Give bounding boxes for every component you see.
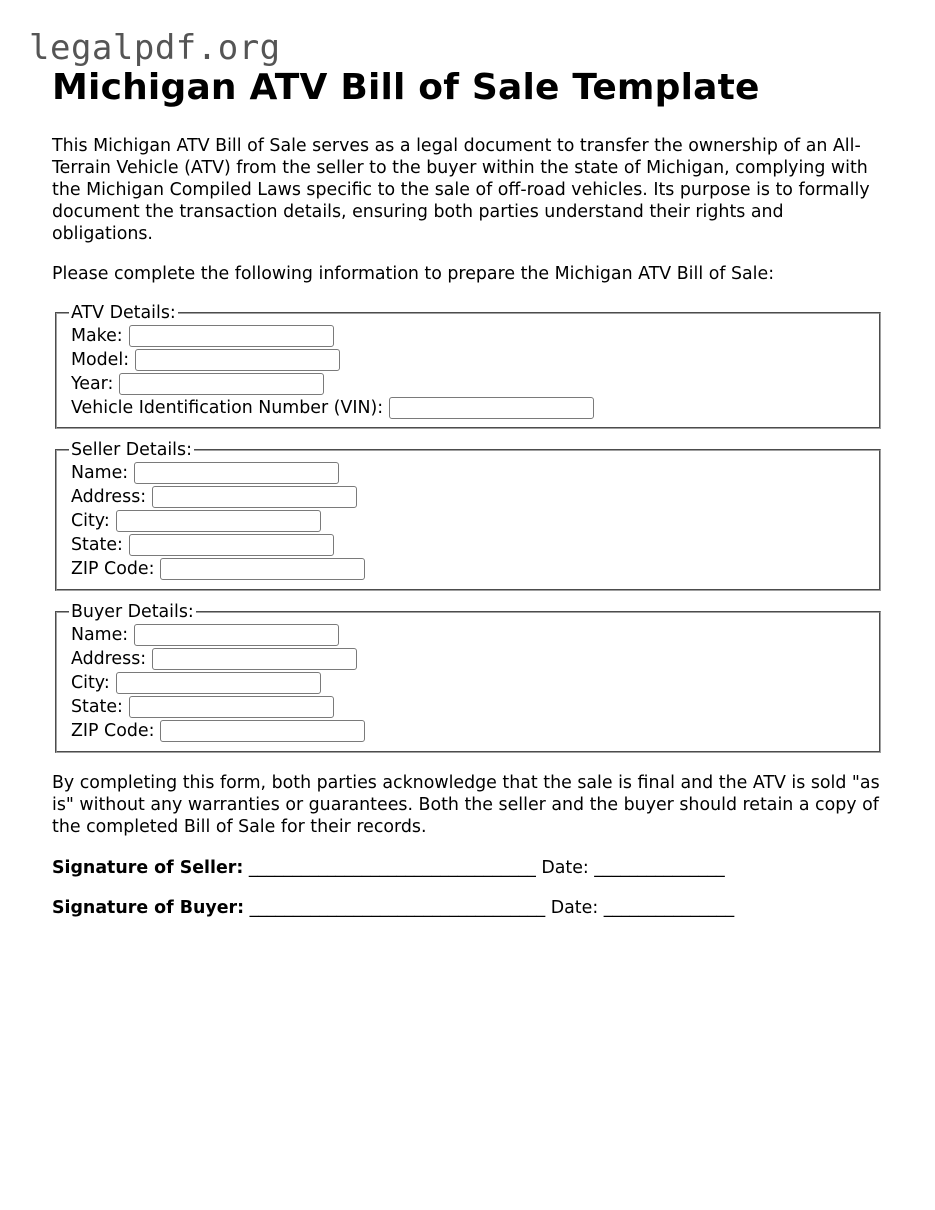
seller-name-label: Name: — [71, 463, 129, 483]
model-label: Model: — [71, 350, 130, 370]
seller-details-legend: Seller Details: — [71, 440, 192, 460]
watermark: legalpdf.org — [29, 28, 281, 68]
buyer-name-label: Name: — [71, 625, 129, 645]
buyer-city-input[interactable] — [116, 672, 321, 694]
buyer-signature-line — [52, 897, 886, 919]
make-input[interactable] — [129, 325, 334, 347]
vin-row — [71, 396, 865, 420]
page-title: Michigan ATV Bill of Sale Template — [52, 67, 760, 108]
buyer-address-label: Address: — [71, 649, 147, 669]
buyer-state-row — [71, 695, 865, 719]
seller-address-row — [71, 485, 865, 509]
buyer-details-section — [55, 601, 881, 753]
seller-address-input[interactable] — [152, 486, 357, 508]
buyer-address-row — [71, 647, 865, 671]
buyer-details-legend: Buyer Details: — [71, 602, 194, 622]
buyer-state-label: State: — [71, 697, 123, 717]
seller-signature-label: Signature of Seller: — [52, 858, 244, 878]
buyer-name-input[interactable] — [134, 624, 339, 646]
seller-zip-input[interactable] — [160, 558, 365, 580]
seller-zip-row — [71, 557, 865, 581]
intro-paragraph: This Michigan ATV Bill of Sale serves as a legal document to transfer the ownership of an All-Terrain Vehicle (ATV) from the seller to the buyer within the state of Michigan, complying with the Michigan Compiled Laws specific to the sale of off-road vehicles. Its purpose is to formally document the transaction details, ensuring both parties understand their rights and obligations. — [52, 136, 870, 244]
buyer-signature-label: Signature of Buyer: — [52, 898, 245, 918]
seller-name-input[interactable] — [134, 462, 339, 484]
seller-state-row — [71, 533, 865, 557]
buyer-zip-row — [71, 719, 865, 743]
seller-state-label: State: — [71, 535, 123, 555]
vin-label: Vehicle Identification Number (VIN): — [71, 398, 384, 418]
model-row — [71, 348, 865, 372]
seller-details-section — [55, 439, 881, 591]
buyer-address-input[interactable] — [152, 648, 357, 670]
buyer-signature-blank: __________________________________ — [249, 898, 546, 918]
buyer-zip-label: ZIP Code: — [71, 721, 155, 741]
model-input[interactable] — [135, 349, 340, 371]
buyer-date-blank: _______________ — [603, 898, 735, 918]
buyer-zip-input[interactable] — [160, 720, 365, 742]
seller-signature-line — [52, 857, 886, 879]
year-label: Year: — [71, 374, 114, 394]
make-row — [71, 324, 865, 348]
seller-name-row — [71, 461, 865, 485]
buyer-name-row — [71, 623, 865, 647]
atv-details-section — [55, 302, 881, 429]
buyer-city-label: City: — [71, 673, 110, 693]
seller-zip-label: ZIP Code: — [71, 559, 155, 579]
atv-details-legend: ATV Details: — [71, 303, 176, 323]
year-row — [71, 372, 865, 396]
vin-input[interactable] — [389, 397, 594, 419]
seller-city-input[interactable] — [116, 510, 321, 532]
seller-state-input[interactable] — [129, 534, 334, 556]
document-body — [52, 66, 886, 919]
seller-signature-blank: _________________________________ — [248, 858, 536, 878]
year-input[interactable] — [119, 373, 324, 395]
seller-date-label: Date: — [541, 858, 589, 878]
seller-date-blank: _______________ — [594, 858, 725, 878]
buyer-date-label: Date: — [550, 898, 599, 918]
seller-address-label: Address: — [71, 487, 147, 507]
seller-city-label: City: — [71, 511, 110, 531]
seller-city-row — [71, 509, 865, 533]
buyer-state-input[interactable] — [129, 696, 334, 718]
make-label: Make: — [71, 326, 123, 346]
buyer-city-row — [71, 671, 865, 695]
closing-paragraph: By completing this form, both parties acknowledge that the sale is final and the ATV is sold "as is" without any warranties or guarantees. Both the seller and the buyer should retain a copy of the completed Bill of Sale for their records. — [52, 773, 880, 837]
instruction-text: Please complete the following information to prepare the Michigan ATV Bill of Sale: — [52, 264, 775, 284]
